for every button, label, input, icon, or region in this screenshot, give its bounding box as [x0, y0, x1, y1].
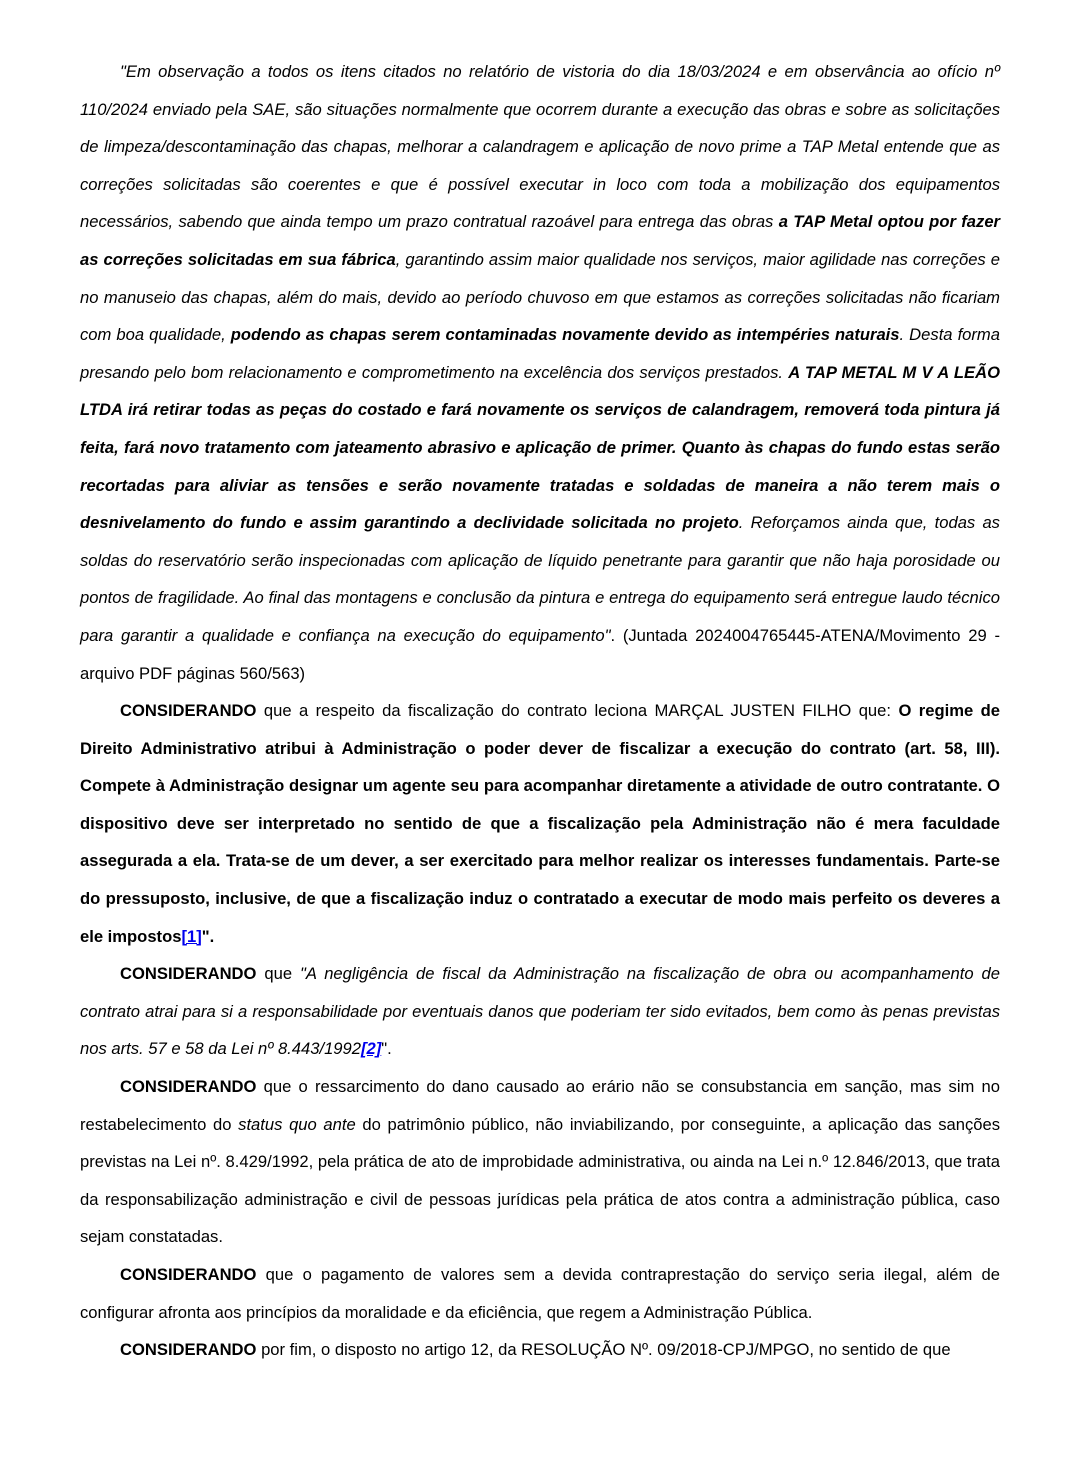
text-run: podendo as chapas serem contaminadas novamente devido as intempéries naturais	[230, 325, 900, 345]
text-run: do patrimônio público, não inviabilizando, por conseguinte, a aplicação das sanções previstas na Lei nº. 8.429/1992, pela prática de ato de improbidade administrativa, ou ainda na Lei n.º 12.846/2013, que trata da responsabilização administração e civil de pessoas jurídicas pela prática de atos contra a administração pública, caso sejam constatadas.	[80, 1114, 1000, 1247]
text-run: CONSIDERANDO	[120, 964, 257, 984]
text-run: . (Juntada 2024004765445-ATENA/Movimento 29 - arquivo PDF páginas 560/563)	[80, 625, 1000, 683]
footnote-link-2[interactable]: [2]	[361, 1039, 382, 1059]
text-run: status quo ante	[238, 1114, 356, 1134]
paragraph-considerando-pagamento	[80, 1256, 1000, 1331]
paragraph-considerando-negligencia-fiscal	[80, 955, 1000, 1068]
text-run: que o ressarcimento do dano causado ao erário não se consubstancia em sanção, mas sim no restabelecimento do	[80, 1077, 1000, 1134]
text-run: a TAP Metal optou por fazer as correções solicitadas em sua fábrica	[80, 212, 1000, 269]
paragraph-transcricao-tap-metal	[80, 53, 1000, 692]
text-run: . Desta forma presando pelo bom relacionamento e comprometimento na excelência dos serviços prestados.	[80, 325, 1000, 382]
text-run: A TAP METAL M V A LEÃO LTDA irá retirar todas as peças do costado e fará novamente os serviços de calandragem, removerá toda pintura já feita, fará novo tratamento com jateamento abrasivo e aplicação de primer. Quanto às chapas do fundo estas serão recortadas para aliviar as tensões e serão novamente tratadas e soldadas de maneira a não terem mais o desnivelamento do fundo e assim garantindo a declividade solicitada no projeto	[80, 362, 1000, 533]
text-run: , garantindo assim maior qualidade nos serviços, maior agilidade nas correções e no manuseio das chapas, além do mais, devido ao período chuvoso em que estamos as correções solicitadas não ficariam com boa qualidade,	[80, 249, 1000, 345]
text-run: que a respeito da fiscalização do contrato leciona MARÇAL JUSTEN FILHO que:	[256, 701, 899, 721]
text-run: ".	[381, 1039, 392, 1059]
text-run: por fim, o disposto no artigo 12, da RESOLUÇÃO Nº. 09/2018-CPJ/MPGO, no sentido de que	[256, 1340, 951, 1360]
footnote-link-1[interactable]: [1]	[181, 926, 202, 946]
text-run: O regime de Direito Administrativo atribui à Administração o poder dever de fiscalizar a execução do contrato (art. 58, III). Compete à Administração designar um agente seu para acompanhar diretamente a atividade de outro contratante. O dispositivo deve ser interpretado no sentido de que a fiscalização pela Administração não é mera faculdade assegurada a ela. Trata-se de um dever, a ser exercitado para melhor realizar os interesses fundamentais. Parte-se do pressuposto, inclusive, de que a fiscalização induz o contratado a executar de modo mais perfeito os deveres a ele impostos	[80, 701, 1000, 946]
paragraph-considerando-marcal-justen	[80, 692, 1000, 955]
text-run: CONSIDERANDO	[120, 1265, 257, 1284]
text-run: . Reforçamos ainda que, todas as soldas do reservatório serão inspecionadas com aplicação de líquido penetrante para garantir que não haja porosidade ou pontos de fragilidade. Ao final das montagens e conclusão da pintura e entrega do equipamento será entregue laudo técnico para garantir a qualidade e confiança na execução do equipamento"	[80, 513, 1000, 645]
text-run: CONSIDERANDO	[120, 1077, 257, 1097]
text-run: ".	[201, 926, 215, 946]
text-run: que	[256, 964, 300, 984]
paragraph-considerando-resolucao	[80, 1331, 1000, 1369]
paragraph-considerando-ressarcimento	[80, 1068, 1000, 1256]
text-run: "A negligência de fiscal da Administração na fiscalização de obra ou acompanhamento de contrato atrai para si a responsabilidade por eventuais danos que poderiam ter sido evitados, bem como às penas previstas nos arts. 57 e 58 da Lei nº 8.443/1992	[80, 964, 1000, 1059]
text-run: "Em observação a todos os itens citados no relatório de vistoria do dia 18/03/2024 e em observância ao ofício nº 110/2024 enviado pela SAE, são situações normalmente que ocorrem durante a execução das obras e sobre as solicitações de limpeza/descontaminação das chapas, melhorar a calandragem e aplicação de novo prime a TAP Metal entende que as correções solicitadas são coerentes e que é possível executar in loco com toda a mobilização dos equipamentos necessários, sabendo que ainda tempo um prazo contratual razoável para entrega das obras	[80, 62, 1000, 232]
text-run: CONSIDERANDO	[120, 701, 257, 721]
text-run: CONSIDERANDO	[120, 1340, 257, 1360]
text-run: que o pagamento de valores sem a devida contraprestação do serviço seria ilegal, além de configurar afronta aos princípios da moralidade e da eficiência, que regem a Administração Pública.	[80, 1265, 1000, 1322]
